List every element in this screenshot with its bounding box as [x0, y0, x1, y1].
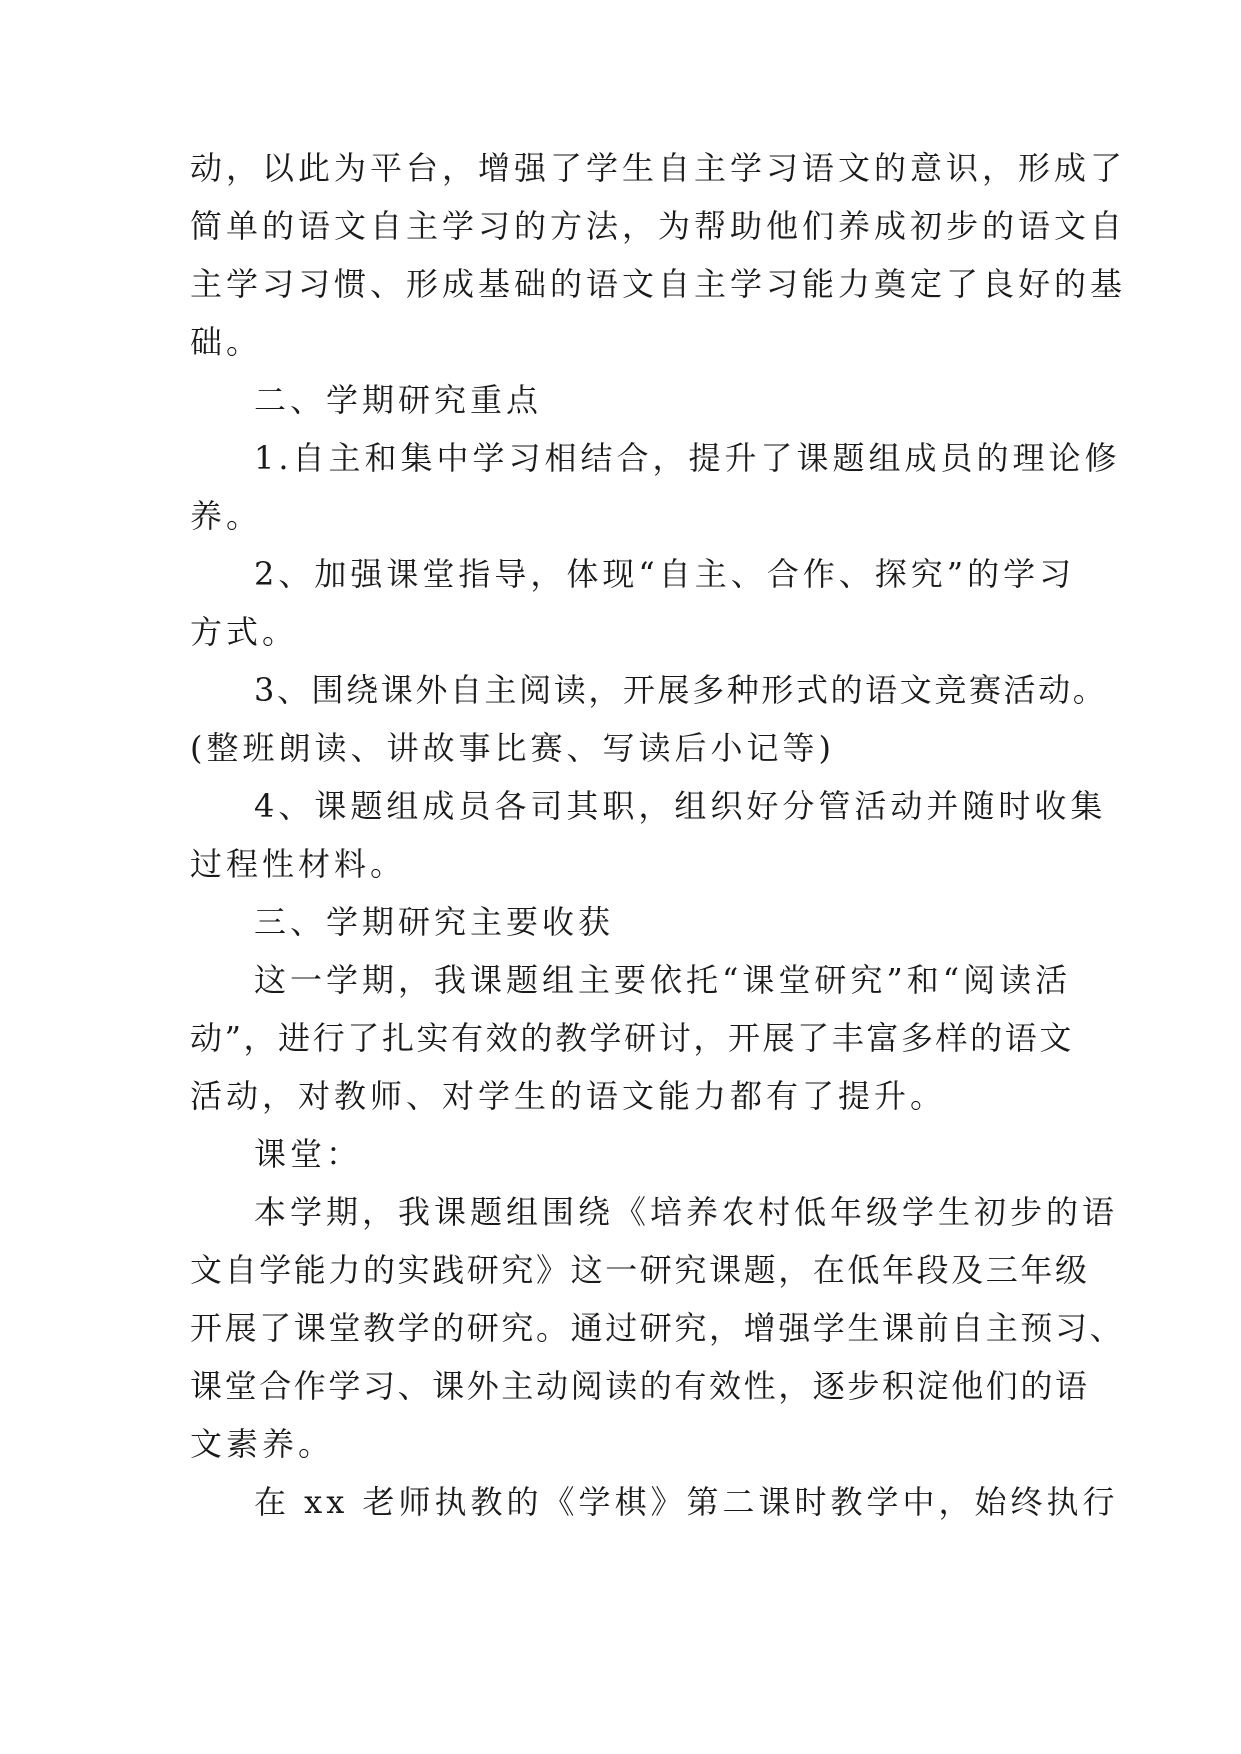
paragraph-line: 文自学能力的实践研究》这一研究课题，在低年段及三年级: [190, 1251, 1090, 1289]
paragraph-line: 主学习习惯、形成基础的语文自主学习能力奠定了良好的基: [190, 265, 1127, 303]
paragraph-line: 动”，进行了扎实有效的教学研讨，开展了丰富多样的语文: [190, 1019, 1074, 1057]
list-item: 3、围绕课外自主阅读，开展多种形式的语文竞赛活动。: [254, 671, 1108, 709]
section-heading: 二、学期研究重点: [254, 381, 543, 419]
paragraph-line: 养。: [190, 497, 263, 535]
paragraph-line: 在 xx 老师执教的《学棋》第二课时教学中，始终执行: [254, 1483, 1119, 1521]
paragraph-line: (整班朗读、讲故事比赛、写读后小记等): [190, 729, 835, 767]
subheading: 课堂：: [254, 1135, 363, 1173]
list-item: 4、课题组成员各司其职，组织好分管活动并随时收集: [254, 787, 1107, 825]
paragraph-line: 开展了课堂教学的研究。通过研究，增强学生课前自主预习、: [190, 1309, 1125, 1347]
list-item: 2、加强课堂指导，体现“自主、合作、探究”的学习: [254, 555, 1076, 593]
paragraph-line: 过程性材料。: [190, 845, 407, 883]
section-heading: 三、学期研究主要收获: [254, 903, 615, 941]
paragraph-line: 本学期，我课题组围绕《培养农村低年级学生初步的语: [254, 1193, 1119, 1231]
paragraph-line: 文素养。: [190, 1425, 335, 1463]
paragraph-line: 这一学期，我课题组主要依托“课堂研究”和“阅读活: [254, 961, 1072, 999]
paragraph-line: 活动，对教师、对学生的语文能力都有了提升。: [190, 1077, 947, 1115]
paragraph-line: 动，以此为平台，增强了学生自主学习语文的意识，形成了: [190, 149, 1127, 187]
paragraph-line: 课堂合作学习、课外主动阅读的有效性，逐步积淀他们的语: [190, 1367, 1090, 1405]
paragraph-line: 简单的语文自主学习的方法，为帮助他们养成初步的语文自: [190, 207, 1127, 245]
paragraph-line: 方式。: [190, 613, 299, 651]
list-item: 1.自主和集中学习相结合，提升了课题组成员的理论修: [254, 439, 1121, 477]
paragraph-line: 础。: [190, 323, 263, 361]
